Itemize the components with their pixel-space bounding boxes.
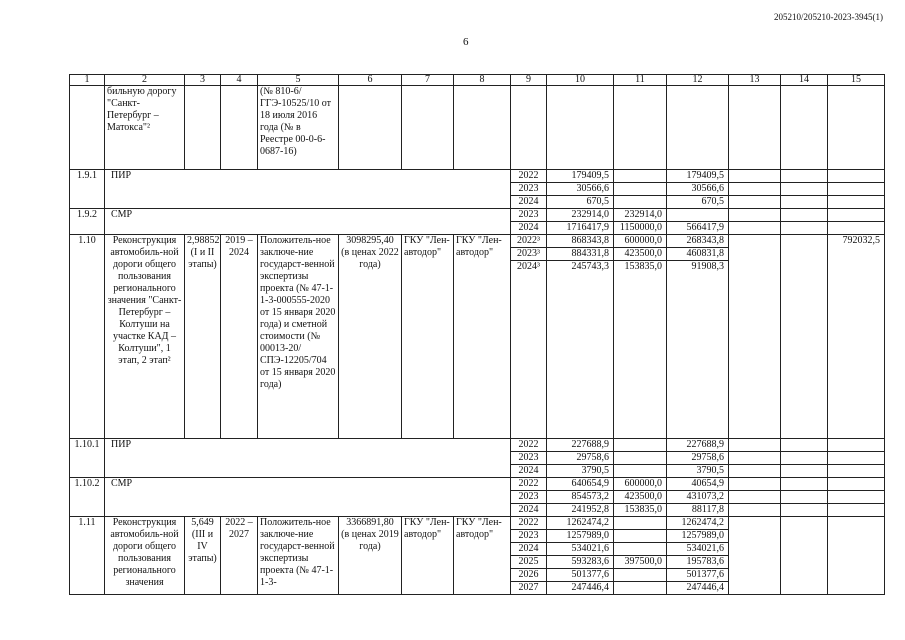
header-cell: 2 xyxy=(105,75,185,86)
estimated-cost: 3366891,80 (в ценах 2019 года) xyxy=(339,517,402,595)
year: 2024 xyxy=(511,543,547,556)
table-row xyxy=(70,170,885,183)
total: 30566,6 xyxy=(547,183,614,196)
federal xyxy=(614,465,667,478)
row-number: 1.9.1 xyxy=(70,170,105,209)
object-name: Реконструкция автомобиль-ной дороги общего пользования регионального значения xyxy=(105,517,185,595)
regional: 268343,8 xyxy=(667,235,729,248)
year: 2022 xyxy=(511,478,547,491)
object-name: бильную дорогу "Санкт-Петербург – Матокса"² xyxy=(105,86,185,170)
total: 534021,6 xyxy=(547,543,614,556)
developer: ГКУ "Лен-автодор" xyxy=(454,235,511,439)
federal xyxy=(614,183,667,196)
year: 2025 xyxy=(511,556,547,569)
regional: 247446,4 xyxy=(667,582,729,595)
year: 2027 xyxy=(511,582,547,595)
regional: 29758,6 xyxy=(667,452,729,465)
regional: 195783,6 xyxy=(667,556,729,569)
year: 2022 xyxy=(511,170,547,183)
regional: 1257989,0 xyxy=(667,530,729,543)
header-cell: 12 xyxy=(667,75,729,86)
period: 2022 – 2027 xyxy=(221,517,258,595)
total: 241952,8 xyxy=(547,504,614,517)
year: 2026 xyxy=(511,569,547,582)
federal: 397500,0 xyxy=(614,556,667,569)
year: 2023 xyxy=(511,183,547,196)
federal: 153835,0 xyxy=(614,504,667,517)
federal xyxy=(614,543,667,556)
total: 884331,8 xyxy=(547,248,614,261)
federal xyxy=(614,517,667,530)
total: 593283,6 xyxy=(547,556,614,569)
stage-label: ПИР xyxy=(105,170,511,209)
year: 2024 xyxy=(511,504,547,517)
table-row xyxy=(70,235,885,248)
row-number: 1.11 xyxy=(70,517,105,595)
stage-label: ПИР xyxy=(105,439,511,478)
total: 1262474,2 xyxy=(547,517,614,530)
object-name: Реконструкция автомобиль-ной дороги общего пользования регионального значения "Санкт-Петербург – Колтуши на участке КАД – Колтуши", 1 этап, 2 этап² xyxy=(105,235,185,439)
year: 2022 xyxy=(511,517,547,530)
total: 3790,5 xyxy=(547,465,614,478)
total: 232914,0 xyxy=(547,209,614,222)
regional: 227688,9 xyxy=(667,439,729,452)
federal xyxy=(614,452,667,465)
federal: 1150000,0 xyxy=(614,222,667,235)
year: 2023 xyxy=(511,491,547,504)
federal xyxy=(614,170,667,183)
year: 2023³ xyxy=(511,248,547,261)
federal: 423500,0 xyxy=(614,491,667,504)
year: 2024³ xyxy=(511,261,547,439)
total: 227688,9 xyxy=(547,439,614,452)
header-cell: 6 xyxy=(339,75,402,86)
federal: 600000,0 xyxy=(614,235,667,248)
total: 868343,8 xyxy=(547,235,614,248)
table-row xyxy=(70,86,885,170)
header-cell: 7 xyxy=(402,75,454,86)
year: 2023 xyxy=(511,209,547,222)
year: 2023 xyxy=(511,530,547,543)
federal xyxy=(614,439,667,452)
regional: 431073,2 xyxy=(667,491,729,504)
header-cell: 13 xyxy=(729,75,781,86)
regional: 1262474,2 xyxy=(667,517,729,530)
header-cell: 1 xyxy=(70,75,105,86)
page-number: 6 xyxy=(463,36,469,48)
regional: 460831,8 xyxy=(667,248,729,261)
expertise-doc: (№ 810-6/ГГЭ-10525/10 от 18 июля 2016 года (№ в Реестре 00-0-6-0687-16) xyxy=(258,86,339,170)
total: 29758,6 xyxy=(547,452,614,465)
federal: 423500,0 xyxy=(614,248,667,261)
stage-label: СМР xyxy=(105,209,511,235)
document-id: 205210/205210-2023-3945(1) xyxy=(774,12,883,22)
regional: 566417,9 xyxy=(667,222,729,235)
regional: 534021,6 xyxy=(667,543,729,556)
customer: ГКУ "Лен-автодор" xyxy=(402,517,454,595)
row-number: 1.9.2 xyxy=(70,209,105,235)
header-cell: 11 xyxy=(614,75,667,86)
regional: 501377,6 xyxy=(667,569,729,582)
regional: 30566,6 xyxy=(667,183,729,196)
regional: 670,5 xyxy=(667,196,729,209)
total: 854573,2 xyxy=(547,491,614,504)
total: 501377,6 xyxy=(547,569,614,582)
capacity: 2,98852 (I и II этапы) xyxy=(185,235,221,439)
year: 2024 xyxy=(511,222,547,235)
total: 1716417,9 xyxy=(547,222,614,235)
federal: 153835,0 xyxy=(614,261,667,439)
remaining-cost: 792032,5 xyxy=(828,235,885,439)
table-row xyxy=(70,209,885,222)
total: 245743,3 xyxy=(547,261,614,439)
table-row xyxy=(70,478,885,491)
header-cell: 14 xyxy=(781,75,828,86)
budget-table xyxy=(69,74,885,595)
capacity: 5,649 (III и IV этапы) xyxy=(185,517,221,595)
regional: 91908,3 xyxy=(667,261,729,439)
expertise-doc: Положитель-ное заключе-ние государст-венной экспертизы проекта (№ 47-1-1-3-000555-2020 от 15 января 2020 года) и сметной стоимости (№ 00013-20/СПЭ-12205/704 от 15 января 2020 года) xyxy=(258,235,339,439)
federal: 600000,0 xyxy=(614,478,667,491)
row-number: 1.10.1 xyxy=(70,439,105,478)
total: 670,5 xyxy=(547,196,614,209)
regional: 179409,5 xyxy=(667,170,729,183)
regional: 40654,9 xyxy=(667,478,729,491)
total: 640654,9 xyxy=(547,478,614,491)
stage-label: СМР xyxy=(105,478,511,517)
total: 179409,5 xyxy=(547,170,614,183)
year: 2022³ xyxy=(511,235,547,248)
year: 2024 xyxy=(511,465,547,478)
header-cell: 3 xyxy=(185,75,221,86)
customer: ГКУ "Лен-автодор" xyxy=(402,235,454,439)
federal xyxy=(614,196,667,209)
row-number: 1.10.2 xyxy=(70,478,105,517)
header-cell: 8 xyxy=(454,75,511,86)
period: 2019 – 2024 xyxy=(221,235,258,439)
total: 1257989,0 xyxy=(547,530,614,543)
header-cell: 4 xyxy=(221,75,258,86)
total: 247446,4 xyxy=(547,582,614,595)
table-row xyxy=(70,517,885,530)
header-cell: 9 xyxy=(511,75,547,86)
expertise-doc: Положитель-ное заключе-ние государст-венной экспертизы проекта (№ 47-1-1-3- xyxy=(258,517,339,595)
federal xyxy=(614,569,667,582)
row-number: 1.10 xyxy=(70,235,105,439)
estimated-cost: 3098295,40 (в ценах 2022 года) xyxy=(339,235,402,439)
regional xyxy=(667,209,729,222)
header-cell: 5 xyxy=(258,75,339,86)
regional: 3790,5 xyxy=(667,465,729,478)
regional: 88117,8 xyxy=(667,504,729,517)
year: 2022 xyxy=(511,439,547,452)
year: 2024 xyxy=(511,196,547,209)
header-row xyxy=(70,75,885,86)
federal: 232914,0 xyxy=(614,209,667,222)
developer: ГКУ "Лен-автодор" xyxy=(454,517,511,595)
table-row xyxy=(70,439,885,452)
header-cell: 10 xyxy=(547,75,614,86)
year: 2023 xyxy=(511,452,547,465)
header-cell: 15 xyxy=(828,75,885,86)
federal xyxy=(614,582,667,595)
federal xyxy=(614,530,667,543)
